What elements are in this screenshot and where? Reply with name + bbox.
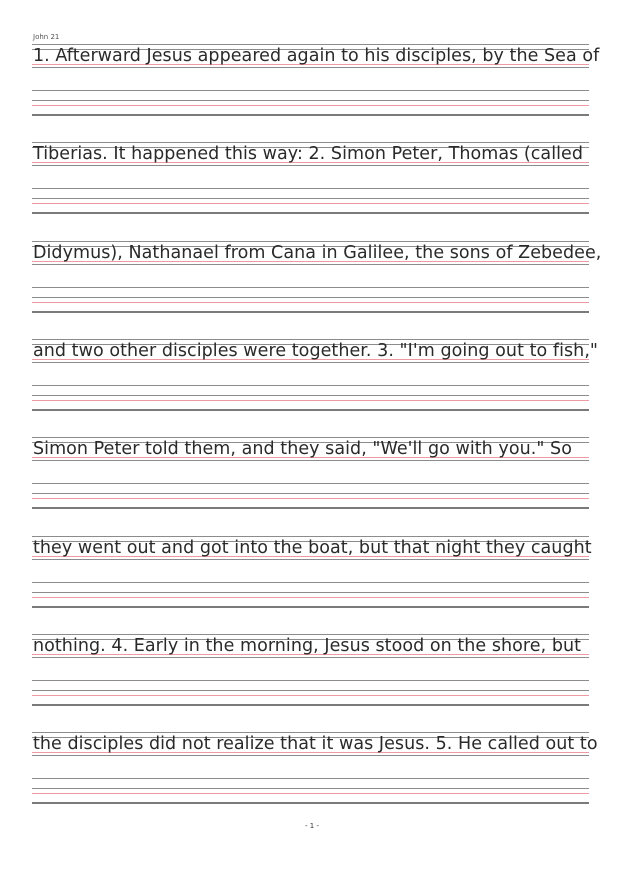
guide-rule xyxy=(32,802,589,804)
guide-rule xyxy=(32,395,589,396)
text-line: the disciples did not realize that it was Jesus. 5. He called out to xyxy=(33,734,598,754)
guide-rule xyxy=(32,385,589,386)
guide-rule xyxy=(32,165,589,166)
guide-rule xyxy=(32,67,589,68)
guide-rule xyxy=(32,597,589,598)
guide-rule xyxy=(32,460,589,461)
guide-rule xyxy=(32,311,589,313)
guide-rule xyxy=(32,680,589,681)
guide-rule xyxy=(32,287,589,288)
guide-rule xyxy=(32,302,589,303)
text-line: 1. Afterward Jesus appeared again to his disciples, by the Sea of xyxy=(33,46,600,66)
guide-rule xyxy=(32,483,589,484)
guide-rule xyxy=(32,142,589,143)
guide-rule xyxy=(32,657,589,658)
guide-rule xyxy=(32,100,589,101)
page-number: - 1 - xyxy=(305,822,319,830)
guide-rule xyxy=(32,498,589,499)
guide-rule xyxy=(32,198,589,199)
guide-rule xyxy=(32,400,589,401)
guide-rule xyxy=(32,44,589,45)
guide-rule xyxy=(32,788,589,789)
guide-rule xyxy=(32,606,589,608)
guide-rule xyxy=(32,114,589,116)
guide-rule xyxy=(32,362,589,363)
guide-rule xyxy=(32,755,589,756)
chapter-heading: John 21 xyxy=(33,33,60,41)
text-line: Tiberias. It happened this way: 2. Simon Peter, Thomas (called xyxy=(33,144,583,164)
guide-rule xyxy=(32,704,589,706)
guide-rule xyxy=(32,592,589,593)
guide-rule xyxy=(32,437,589,438)
guide-rule xyxy=(32,188,589,189)
guide-rule xyxy=(32,90,589,91)
guide-rule xyxy=(32,339,589,340)
guide-rule xyxy=(32,778,589,779)
guide-rule xyxy=(32,536,589,537)
guide-rule xyxy=(32,105,589,106)
guide-rule xyxy=(32,695,589,696)
guide-rule xyxy=(32,203,589,204)
text-line: Didymus), Nathanael from Cana in Galilee, the sons of Zebedee, xyxy=(33,243,602,263)
guide-rule xyxy=(32,582,589,583)
guide-rule xyxy=(32,732,589,733)
guide-rule xyxy=(32,793,589,794)
guide-rule xyxy=(32,241,589,242)
guide-rule xyxy=(32,634,589,635)
guide-rule xyxy=(32,409,589,411)
guide-rule xyxy=(32,212,589,214)
guide-rule xyxy=(32,559,589,560)
guide-rule xyxy=(32,690,589,691)
guide-rule xyxy=(32,264,589,265)
text-line: nothing. 4. Early in the morning, Jesus stood on the shore, but xyxy=(33,636,582,656)
guide-rule xyxy=(32,297,589,298)
guide-rule xyxy=(32,493,589,494)
text-line: they went out and got into the boat, but that night they caught xyxy=(33,538,592,558)
guide-rule xyxy=(32,507,589,509)
text-line: and two other disciples were together. 3. "I'm going out to fish," xyxy=(33,341,599,361)
text-line: Simon Peter told them, and they said, "We'll go with you." So xyxy=(33,439,572,459)
